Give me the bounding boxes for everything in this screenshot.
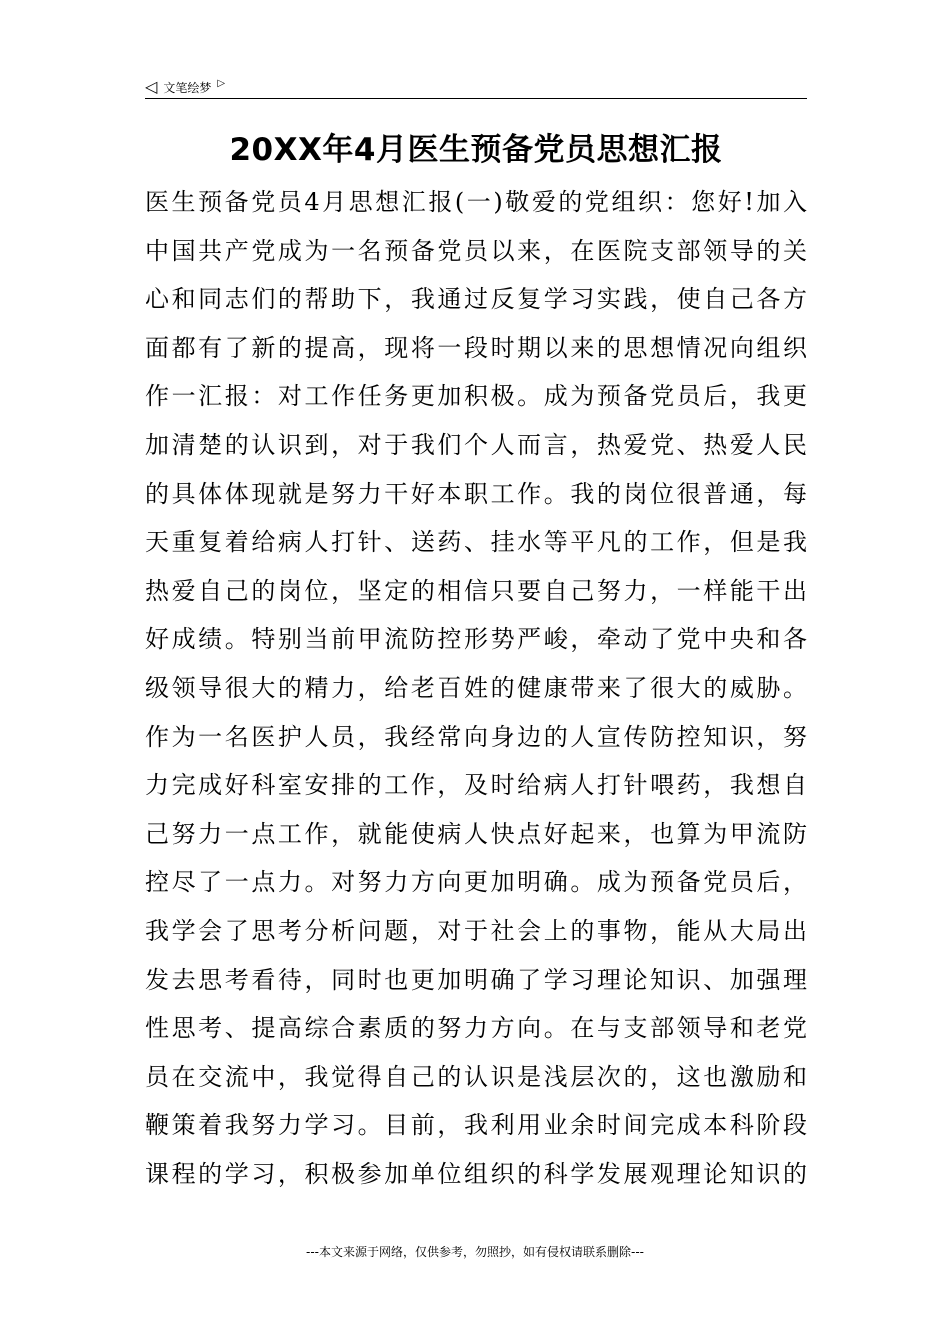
page-footer: ---本文来源于网络，仅供参考，勿照抄，如有侵权请联系删除--- bbox=[306, 1245, 644, 1259]
body-line: 发去思考看待，同时也更加明确了学习理论知识、加强理 bbox=[145, 965, 807, 994]
body-line: 中国共产党成为一名预备党员以来，在医院支部领导的关 bbox=[145, 236, 807, 265]
header-divider bbox=[145, 98, 807, 99]
body-line: 课程的学习，积极参加单位组织的科学发展观理论知识的 bbox=[145, 1159, 807, 1188]
body-line: 性思考、提高综合素质的努力方向。在与支部领导和老党 bbox=[145, 1014, 807, 1043]
document-body bbox=[145, 178, 807, 1198]
body-line: 医生预备党员4月思想汇报(一)敬爱的党组织：您好!加入 bbox=[145, 188, 807, 216]
body-line: 员在交流中，我觉得自己的认识是浅层次的，这也激励和 bbox=[145, 1062, 807, 1091]
triangle-left-icon: ◁ bbox=[145, 77, 158, 96]
body-line: 力完成好科室安排的工作，及时给病人打针喂药，我想自 bbox=[145, 771, 807, 800]
body-line: 心和同志们的帮助下，我通过反复学习实践，使自己各方 bbox=[145, 285, 807, 314]
body-line: 己努力一点工作，就能使病人快点好起来，也算为甲流防 bbox=[145, 819, 807, 848]
triangle-right-icon: ▷ bbox=[217, 78, 226, 89]
body-line: 鞭策着我努力学习。目前，我利用业余时间完成本科阶段 bbox=[145, 1111, 807, 1140]
document-title: 20XX年4月医生预备党员思想汇报 bbox=[229, 132, 723, 168]
body-line: 控尽了一点力。对努力方向更加明确。成为预备党员后， bbox=[145, 868, 807, 897]
body-line: 面都有了新的提高，现将一段时期以来的思想情况向组织 bbox=[145, 333, 807, 362]
body-line: 的具体体现就是努力干好本职工作。我的岗位很普通，每 bbox=[145, 479, 807, 508]
body-line: 级领导很大的精力，给老百姓的健康带来了很大的威胁。 bbox=[145, 673, 807, 702]
body-line: 天重复着给病人打针、送药、挂水等平凡的工作，但是我 bbox=[145, 528, 807, 557]
body-line: 加清楚的认识到，对于我们个人而言，热爱党、热爱人民 bbox=[145, 430, 807, 459]
body-line: 我学会了思考分析问题，对于社会上的事物，能从大局出 bbox=[145, 916, 807, 945]
body-line: 热爱自己的岗位，坚定的相信只要自己努力，一样能干出 bbox=[145, 576, 807, 605]
page-header bbox=[145, 76, 807, 98]
header-brand: 文笔绘梦 bbox=[163, 80, 212, 95]
body-line: 好成绩。特别当前甲流防控形势严峻，牵动了党中央和各 bbox=[145, 625, 807, 654]
body-line: 作一汇报：对工作任务更加积极。成为预备党员后，我更 bbox=[145, 382, 807, 411]
body-line: 作为一名医护人员，我经常向身边的人宣传防控知识，努 bbox=[145, 722, 807, 751]
